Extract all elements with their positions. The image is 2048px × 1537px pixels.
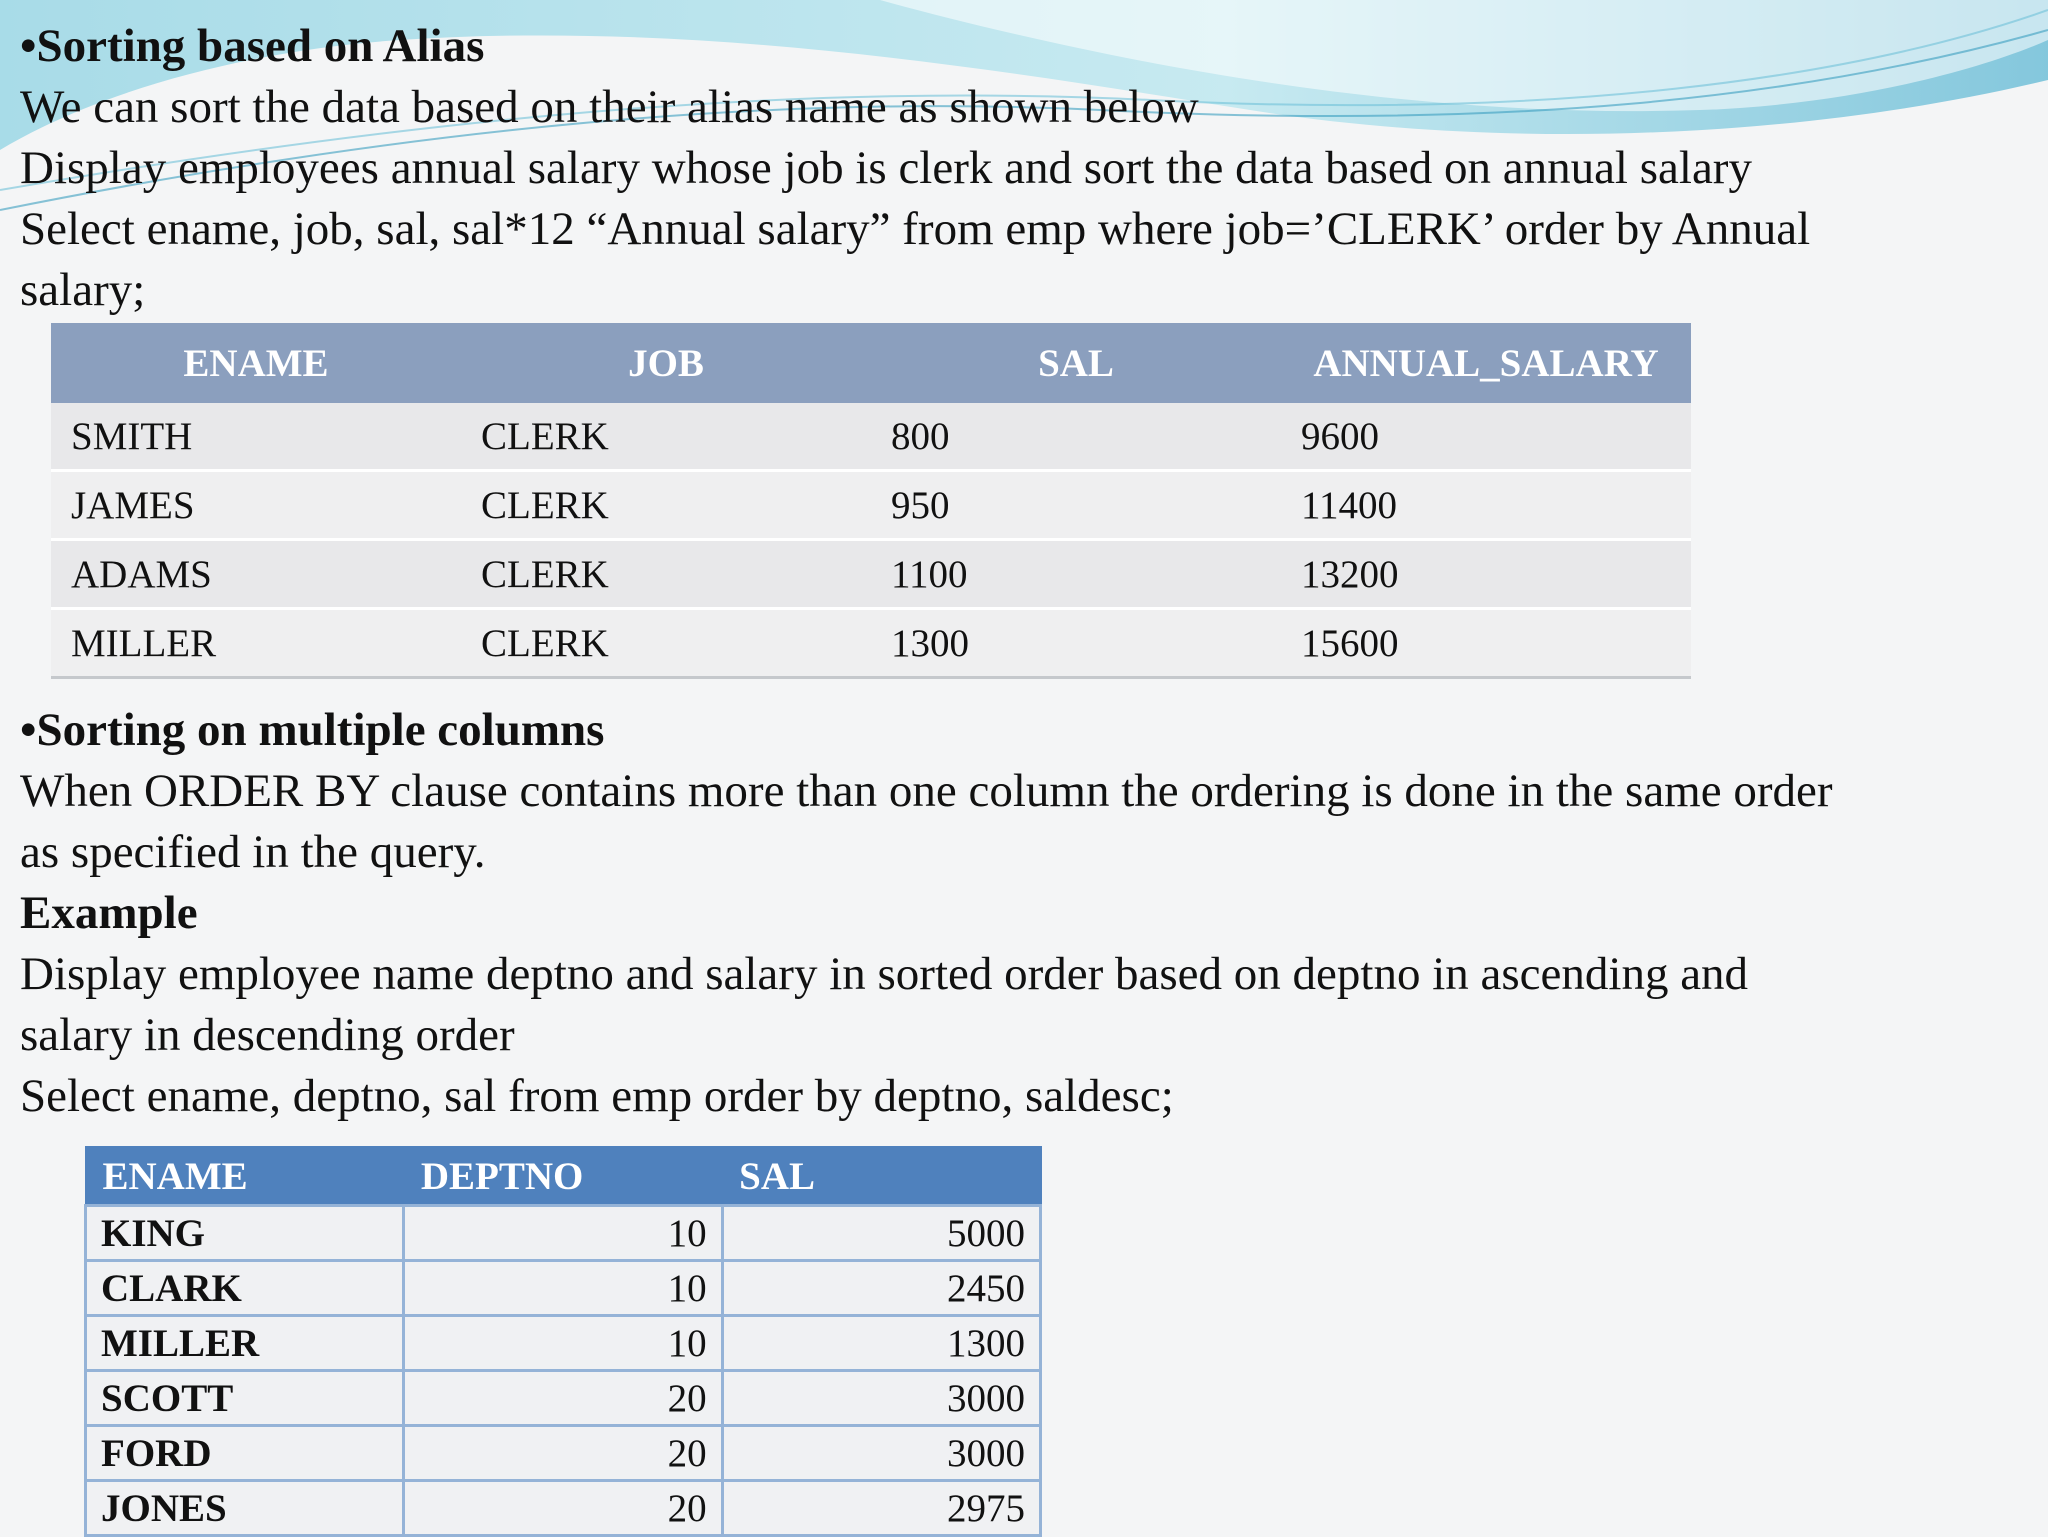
table-row (86, 1261, 1041, 1316)
column-header: ENAME (86, 1147, 404, 1206)
table-cell: KING (86, 1206, 404, 1261)
table-cell: CLERK (461, 540, 871, 609)
table-cell: 3000 (722, 1371, 1040, 1426)
table-cell: JAMES (51, 471, 461, 540)
section-heading-alias: •Sorting based on Alias (20, 20, 485, 72)
table-row (86, 1206, 1041, 1261)
table-row (51, 471, 1691, 540)
table-cell: MILLER (86, 1316, 404, 1371)
sql-query-line: Select ename, job, sal, sal*12 “Annual salary” from emp where job=’CLERK’ order by Annual (20, 203, 1811, 255)
table-cell: 10 (404, 1316, 722, 1371)
table-cell: 13200 (1281, 540, 1691, 609)
table-cell: 1300 (722, 1316, 1040, 1371)
paragraph-line: Display employee name deptno and salary in sorted order based on deptno in ascending and (20, 948, 1749, 1000)
paragraph-line: When ORDER BY clause contains more than one column the ordering is done in the same order (20, 765, 1833, 817)
table-cell: 20 (404, 1371, 722, 1426)
table-row (86, 1316, 1041, 1371)
table-cell: 2450 (722, 1261, 1040, 1316)
table-cell: 1100 (871, 540, 1281, 609)
table-row (51, 403, 1691, 471)
paragraph-line: salary in descending order (20, 1009, 515, 1061)
table-row (51, 540, 1691, 609)
table-cell: CLARK (86, 1261, 404, 1316)
column-header: ENAME (183, 341, 329, 385)
table-header-row (51, 323, 1691, 403)
dept-salary-table (84, 1146, 1042, 1537)
sql-query-line: salary; (20, 264, 146, 316)
table-header-row (86, 1147, 1041, 1206)
table-cell: 9600 (1281, 403, 1691, 471)
table-cell: 15600 (1281, 609, 1691, 678)
column-header: JOB (628, 341, 704, 385)
table-cell: 10 (404, 1206, 722, 1261)
table-cell: 950 (871, 471, 1281, 540)
table-cell: 20 (404, 1481, 722, 1536)
table-cell: SCOTT (86, 1371, 404, 1426)
table-cell: MILLER (51, 609, 461, 678)
column-header: SAL (722, 1147, 1040, 1206)
table-cell: ADAMS (51, 540, 461, 609)
table-cell: 3000 (722, 1426, 1040, 1481)
paragraph-line: as specified in the query. (20, 826, 486, 878)
table-cell: FORD (86, 1426, 404, 1481)
table-row (86, 1371, 1041, 1426)
table-cell: 5000 (722, 1206, 1040, 1261)
example-label: Example (20, 887, 198, 939)
table-cell: 2975 (722, 1481, 1040, 1536)
paragraph-line: Display employees annual salary whose job is clerk and sort the data based on annual salary (20, 142, 1752, 194)
column-header: DEPTNO (404, 1147, 722, 1206)
table-row (86, 1481, 1041, 1536)
paragraph-line: We can sort the data based on their alias name as shown below (20, 81, 1199, 133)
table-cell: SMITH (51, 403, 461, 471)
column-header: ANNUAL_SALARY (1313, 341, 1659, 385)
table-cell: 11400 (1281, 471, 1691, 540)
table-row (86, 1426, 1041, 1481)
table-cell: 20 (404, 1426, 722, 1481)
section-heading-multiple-columns: •Sorting on multiple columns (20, 704, 605, 756)
annual-salary-table (51, 323, 1691, 679)
table-row (51, 609, 1691, 678)
table-cell: CLERK (461, 403, 871, 471)
table-cell: 10 (404, 1261, 722, 1316)
table-cell: JONES (86, 1481, 404, 1536)
table-cell: 800 (871, 403, 1281, 471)
table-cell: CLERK (461, 609, 871, 678)
table-cell: CLERK (461, 471, 871, 540)
column-header: SAL (1038, 341, 1114, 385)
sql-query-line: Select ename, deptno, sal from emp order by deptno, saldesc; (20, 1070, 1174, 1122)
table-cell: 1300 (871, 609, 1281, 678)
